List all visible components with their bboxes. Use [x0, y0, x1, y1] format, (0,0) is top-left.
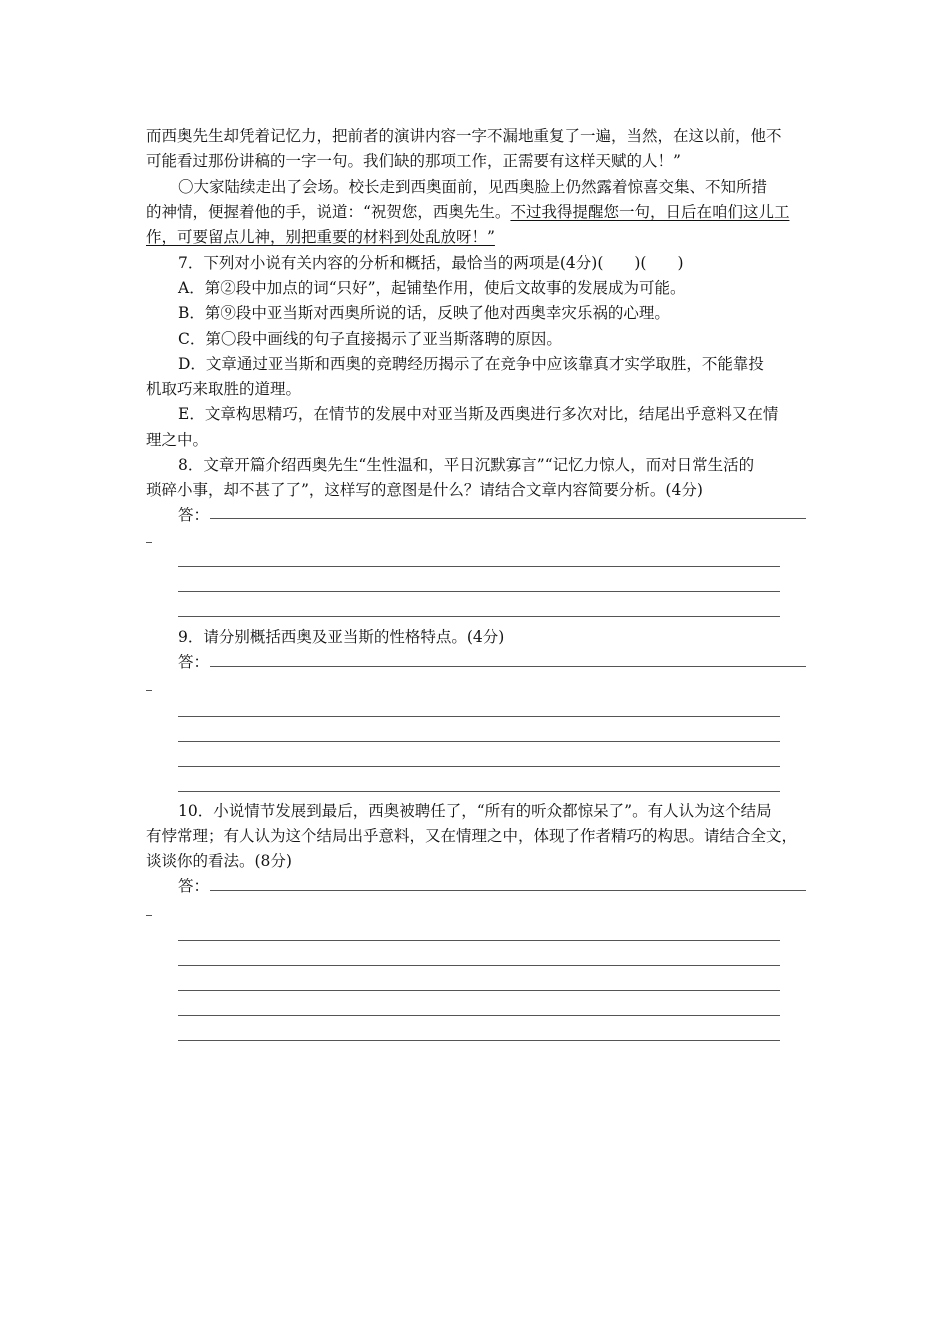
- answer-label: 答：: [178, 653, 210, 671]
- question-10-stem-cont: 谈谈你的看法。(8分): [146, 852, 292, 870]
- underlined-sentence: 作，可要留点儿神，别把重要的材料到处乱放呀！”: [146, 228, 495, 246]
- passage-paragraph-line: 〇大家陆续走出了会场。校长走到西奥面前，见西奥脸上仍然露着惊喜交集、不知所措: [178, 178, 768, 196]
- answer-line[interactable]: [210, 518, 806, 519]
- question-7-option-d: D．文章通过亚当斯和西奥的竞聘经历揭示了在竞争中应该靠真才实学取胜，不能靠投: [178, 355, 764, 373]
- question-7-option-d-cont: 机取巧来取胜的道理。: [146, 380, 302, 398]
- answer-line[interactable]: [178, 591, 780, 592]
- answer-line[interactable]: [178, 791, 780, 792]
- line-mark: [146, 542, 152, 543]
- answer-line[interactable]: [178, 566, 780, 567]
- answer-line[interactable]: [178, 741, 780, 742]
- passage-paragraph-line: 可能看过那份讲稿的一字一句。我们缺的那项工作，正需要有这样天赋的人！”: [146, 152, 681, 170]
- question-7-option-b: B．第⑨段中亚当斯对西奥所说的话，反映了他对西奥幸灾乐祸的心理。: [178, 304, 670, 322]
- line-mark: [146, 690, 152, 691]
- underlined-sentence: 不过我得提醒您一句，日后在咱们这儿工: [510, 203, 790, 221]
- answer-label: 答：: [178, 877, 210, 895]
- question-7-option-c: C．第〇段中画线的句子直接揭示了亚当斯落聘的原因。: [178, 330, 562, 348]
- question-10-stem: 10．小说情节发展到最后，西奥被聘任了，“所有的听众都惊呆了”。有人认为这个结局: [178, 802, 772, 820]
- passage-paragraph-line: [146, 200, 811, 224]
- answer-line[interactable]: [178, 616, 780, 617]
- question-10-stem-cont: 有悖常理；有人认为这个结局出乎意料，又在情理之中，体现了作者精巧的构思。请结合全文，: [146, 827, 798, 845]
- question-7-option-e-cont: 理之中。: [146, 431, 209, 449]
- question-7-option-a: A．第②段中加点的词“只好”，起铺垫作用，使后文故事的发展成为可能。: [178, 279, 686, 297]
- answer-line[interactable]: [210, 666, 806, 667]
- answer-line[interactable]: [178, 766, 780, 767]
- question-8-stem-cont: 琐碎小事，却不甚了了”，这样写的意图是什么？请结合文章内容简要分析。(4分): [146, 481, 703, 499]
- question-8-stem: 8．文章开篇介绍西奥先生“生性温和，平日沉默寡言”“记忆力惊人，而对日常生活的: [178, 456, 755, 474]
- line-mark: [146, 915, 152, 916]
- answer-line[interactable]: [178, 965, 780, 966]
- answer-line[interactable]: [178, 1040, 780, 1041]
- answer-line[interactable]: [178, 716, 780, 717]
- answer-line[interactable]: [178, 990, 780, 991]
- answer-line[interactable]: [178, 940, 780, 941]
- answer-line[interactable]: [210, 890, 806, 891]
- question-7-stem: 7．下列对小说有关内容的分析和概括，最恰当的两项是(4分)( )( ): [178, 254, 684, 272]
- passage-text: 的神情，便握着他的手，说道：“祝贺您，西奥先生。: [146, 203, 511, 221]
- answer-label: 答：: [178, 506, 210, 524]
- question-7-option-e: E．文章构思精巧，在情节的发展中对亚当斯及西奥进行多次对比，结尾出乎意料又在情: [178, 405, 779, 423]
- passage-paragraph-line: 而西奥先生却凭着记忆力，把前者的演讲内容一字不漏地重复了一遍，当然，在这以前，他不: [146, 127, 782, 145]
- question-9-stem: 9．请分别概括西奥及亚当斯的性格特点。(4分): [178, 628, 505, 646]
- answer-line[interactable]: [178, 1015, 780, 1016]
